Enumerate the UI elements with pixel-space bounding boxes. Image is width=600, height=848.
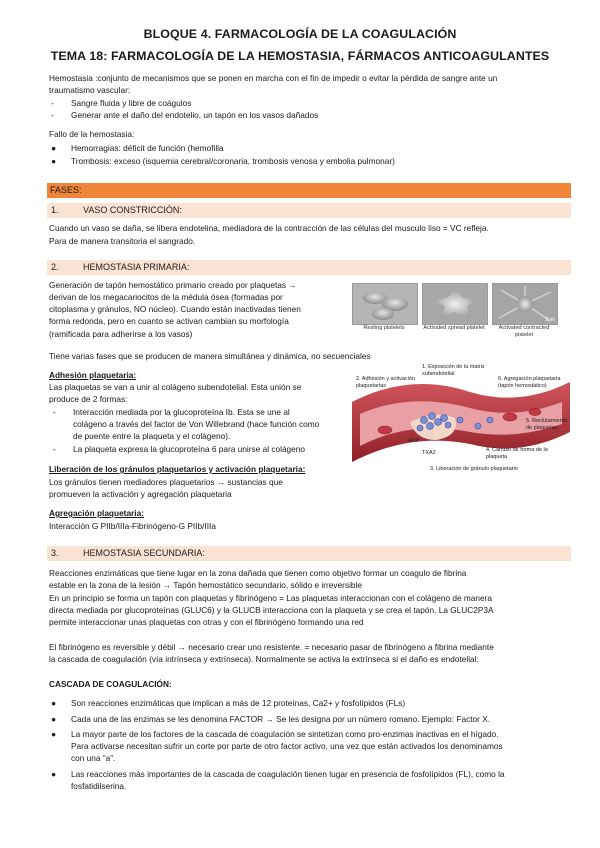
document-title: BLOQUE 4. FARMACOLOGÍA DE LA COAGULACIÓN: [143, 27, 457, 41]
list-item-line: colágeno a través del factor de Von Willebrand (hace función como: [73, 419, 320, 429]
subheading: Liberación de los gránulos plaquetarios y activación plaquetaria:: [49, 464, 306, 474]
resting-platelets-image: [352, 283, 418, 325]
platelet-plug-diagram: [350, 362, 572, 484]
micrograph-caption: Resting platelets: [363, 325, 405, 331]
paragraph-line: directa mediada por glucoproteínas (GLUC6) y la GLUCB interacciona con la plaqueta y se crea el tapón. La GLUC2P3A: [49, 605, 494, 615]
cascada-heading: CASCADA DE COAGULACIÓN:: [49, 679, 172, 689]
subheading: Agregación plaquetaria:: [49, 508, 144, 518]
activated-contracted-platelet-image: [492, 283, 558, 325]
list-item-line: La plaqueta expresa la glucoproteína 6 para unirse al colágeno: [73, 444, 306, 454]
list-item: Sangre fluida y libre de coágulos: [71, 98, 192, 108]
micrograph-caption: Activated spread platelet: [423, 325, 485, 331]
diagram-label-3: 3. Liberación de gránulo plaquetario: [430, 466, 518, 472]
list-item: Hemorragias: déficit de función (hemofilia: [71, 143, 224, 153]
fallo-heading: Fallo de la hemostasia:: [49, 129, 135, 139]
section-bar-1: [47, 203, 571, 218]
fases-label: FASES:: [50, 185, 82, 195]
diagram-label-2: 2. Adhesión y activación plaquetarias: [356, 376, 416, 389]
dash-marker: -: [53, 407, 56, 417]
list-item-line: La mayor parte de los factores de la cascada de coagulación se sintetizan como pro-enzimas inactivas en el hígado.: [71, 729, 499, 739]
paragraph-line: Interacción G PIIb/IIIa-Fibrinógeno-G PIIb/IIIa: [49, 521, 216, 531]
list-item: Cada una de las enzimas se les denomina FACTOR → Se les designa por un número romano. Ejemplo: Factor X.: [71, 714, 491, 724]
diagram-label-4: 4. Cambio de forma de la plaqueta: [486, 447, 548, 460]
dash-marker: -: [51, 110, 54, 120]
activated-spread-platelet-image: [422, 283, 488, 325]
dash-marker: -: [53, 444, 56, 454]
bullet-marker: ●: [51, 714, 57, 724]
section-bar-2: [47, 260, 571, 275]
section-number: 3.: [51, 548, 59, 558]
paragraph-line: produce de 2 formas:: [49, 394, 128, 404]
dash-marker: -: [51, 98, 54, 108]
section-number: 2.: [51, 262, 59, 272]
diagram-label-1: 1. Exposición de la matriz subendotelial: [422, 364, 485, 377]
section-label: HEMOSTASIA PRIMARIA:: [83, 262, 190, 272]
paragraph-line: En un principio se forma un tapón con plaquetas y fibrinógeno = Las plaquetas interaccionan con el colágeno de manera: [49, 593, 493, 603]
paragraph-line: Generación de tapón hemostático primario creado por plaquetas →: [49, 280, 297, 290]
paragraph-line: citoplasma y gránulos, NO núcleo). Cuando están inactivadas tienen: [49, 304, 301, 314]
diagram-label-6: 6. Agregación plaquetaria (tapón hemostático): [498, 376, 561, 389]
paragraph-line: permite interaccionar unas plaquetas con otras y con el fibrinógeno formando una red: [49, 617, 364, 627]
txa2-label: TXA2: [422, 450, 436, 456]
list-item-line: con una “a”.: [71, 753, 116, 763]
paragraph-line: Reacciones enzimáticas que tiene lugar en la zona dañada que tienen como objetivo formar un coagulo de fibrina: [49, 568, 467, 578]
section-label: VASO CONSTRICCIÓN:: [83, 205, 182, 215]
bullet-marker: ●: [51, 729, 57, 739]
paragraph-line: Los gránulos tienen mediadores plaquetarios → sustancias que: [49, 477, 283, 487]
paragraph-line: derivan de los megacariocitos de la médula ósea (formadas por: [49, 292, 283, 302]
list-item-line: fosfatidilserina.: [71, 781, 127, 791]
list-item-line: Interacción mediada por la glucoproteína Ib. Esta se une al: [73, 407, 290, 417]
paragraph-line: (ramificada para adherirse a los vasos): [49, 329, 193, 339]
document-subtitle: TEMA 18: FARMACOLOGÍA DE LA HEMOSTASIA, FÁRMACOS ANTICOAGULANTES: [50, 49, 550, 63]
section-number: 1.: [51, 205, 59, 215]
diagram-label-5: 5. Reclutamiento de plaquetas: [526, 418, 568, 431]
intro-line: Hemostasia :conjunto de mecanismos que se ponen en marcha con el fin de impedir o evitar la pérdida de sangre ante un: [49, 73, 498, 83]
fases-bar: [47, 183, 571, 198]
list-item-line: Para activarse necesitan sufrir un corte por parte de otro factor activo, una vez que están activados los denominamos: [71, 741, 503, 751]
subheading: Adhesión plaquetaria:: [49, 370, 137, 380]
adp-label: ADP: [408, 438, 420, 444]
paragraph-line: estable en la zona de la lesión → Tapón hemostático secundario, sólido e irreversible: [49, 580, 363, 590]
paragraph-line: El fibrinógeno es reversible y débil → necesario crear uno resistente. = necesario pasar de fibrinógeno a fibrina mediante: [49, 642, 494, 652]
list-item: Trombosis: exceso (isquemia cerebral/coronaria, trombosis venosa y embolia pulmonar): [71, 156, 395, 166]
scale-bar-label: 2μm: [545, 316, 555, 323]
list-item: Generar ante el daño del endotelio, un tapón en los vasos dañados: [71, 110, 319, 120]
section-label: HEMOSTASIA SECUNDARIA:: [83, 548, 205, 558]
bullet-marker: ●: [51, 143, 57, 153]
paragraph-line: la cascada de coagulación (vía intrínseca y extrínseca). Normalmente se activa la extrínseca si el daño es endotelial:: [49, 654, 479, 664]
bullet-marker: ●: [51, 769, 57, 779]
list-item-line: Las reacciones más importantes de la cascada de coagulación tienen lugar en presencia de fosfolípidos (FL), como la: [71, 769, 505, 779]
intro-line: traumatismo vascular:: [49, 85, 131, 95]
bullet-marker: ●: [51, 698, 57, 708]
list-item: Son reacciones enzimáticas que implican a más de 12 proteínas, Ca2+ y fosfolípidos (FLs): [71, 698, 406, 708]
paragraph-line: Para de manera transitoria el sangrado.: [49, 236, 196, 246]
micrograph-caption: Activated contracted platelet: [498, 325, 550, 338]
paragraph-line: Cuando un vaso se daña, se libera endotelina, mediadora de la contracción de las células del musculo liso = VC refleja.: [49, 223, 489, 233]
paragraph-line: forma redonda, pero en cuanto se activan cambian su morfología: [49, 316, 289, 326]
section-bar-3: [47, 546, 571, 561]
bullet-marker: ●: [51, 156, 57, 166]
paragraph-line: Las plaquetas se van a unir al colágeno subendotelial. Esta unión se: [49, 382, 302, 392]
paragraph-line: promueven la activación y agregación plaquetaria: [49, 489, 232, 499]
paragraph-line: Tiene varias fases que se producen de manera simultánea y dinámica, no secuenciales: [49, 351, 371, 361]
list-item-line: de puente entre la plaqueta y el colágeno).: [73, 431, 231, 441]
